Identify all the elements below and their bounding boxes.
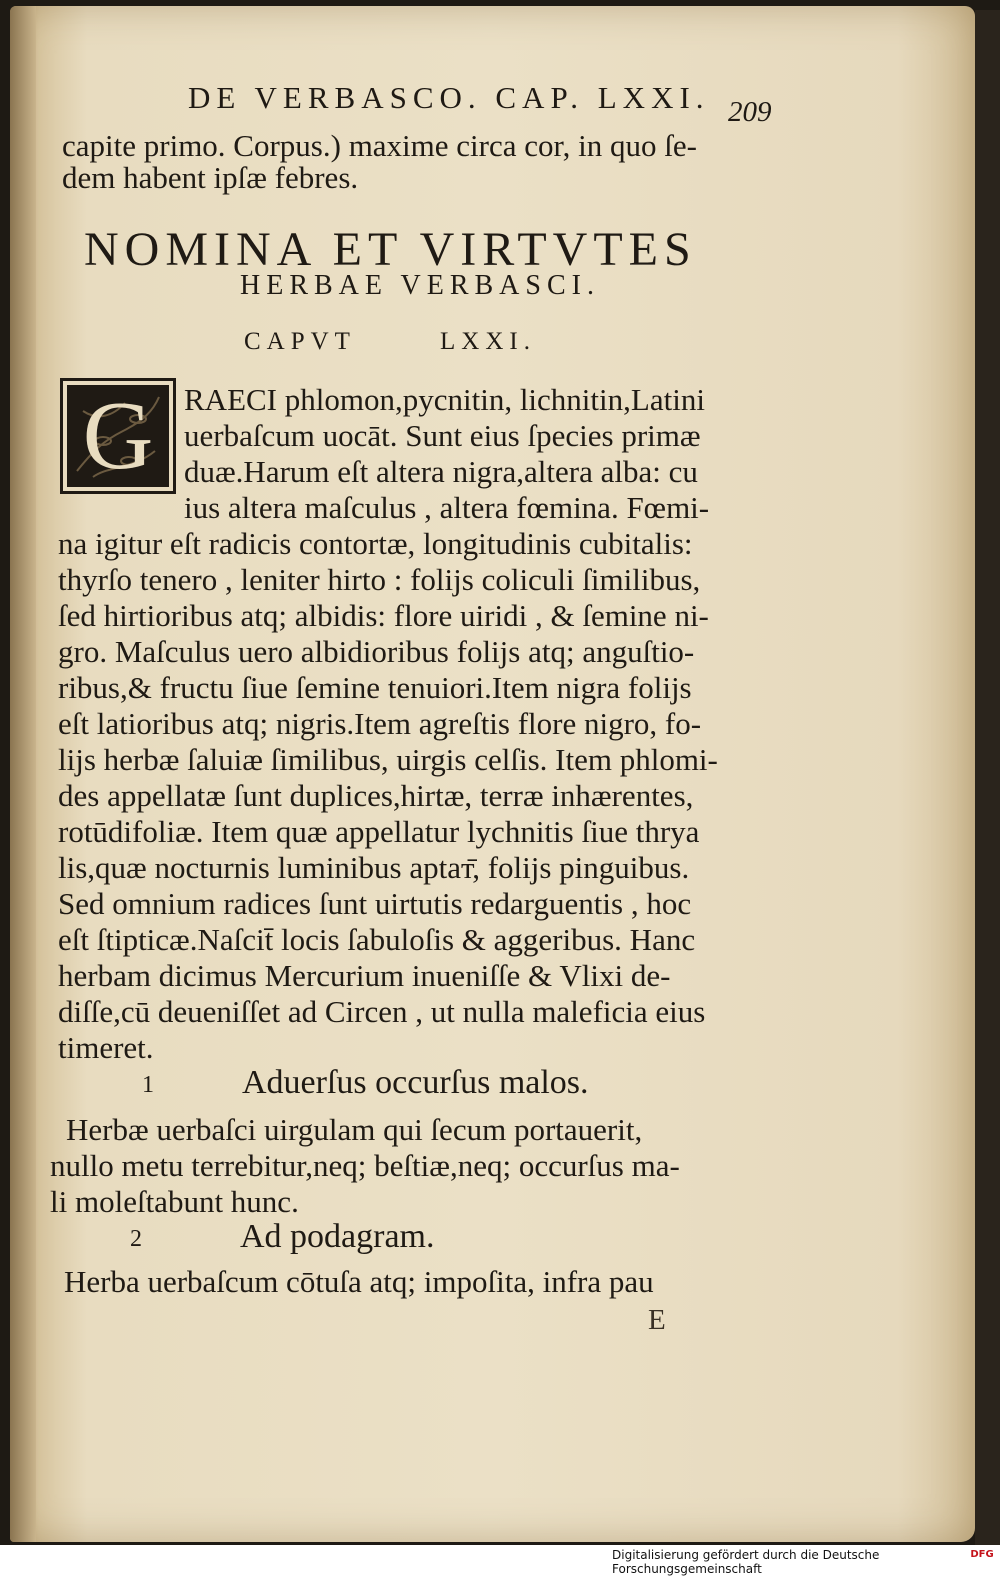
section-number: 1	[142, 1072, 154, 1098]
chapter-title: NOMINA ET VIRTVTES	[84, 223, 697, 276]
body-line: uerbaſcum uocāt. Sunt eius ſpecies primæ	[184, 418, 701, 453]
body-line: RAECI phlomon,pycnitin, lichnitin,Latini	[184, 382, 705, 417]
body-line: rotūdifoliæ. Item quæ appellatur lychnitis ſiue thrya	[58, 814, 700, 849]
running-head: DE VERBASCO. CAP. LXXI.	[188, 80, 710, 115]
body-line: eſt latioribus atq; nigris.Item agreſtis flore nigro, fo-	[58, 706, 702, 741]
color-ruler-strip	[975, 10, 1000, 1545]
digitization-footer	[0, 1545, 1000, 1576]
intro-line: dem habent ipſæ febres.	[62, 160, 359, 195]
intro-line: capite primo. Corpus.) maxime circa cor, in quo ſe-	[62, 128, 697, 163]
body-line: thyrſo tenero , leniter hirto : folijs coliculi ſimilibus,	[58, 562, 701, 597]
body-line: gro. Maſculus uero albidioribus folijs atq; anguſtio-	[58, 634, 695, 669]
section-number: 2	[130, 1226, 142, 1252]
section-heading: Aduerſus occurſus malos.	[242, 1064, 589, 1101]
body-line: herbam dicimus Mercurium inueniſſe & Vlixi de-	[58, 958, 671, 993]
folio-number: 209	[728, 96, 772, 128]
dfg-logo: DFG	[970, 1549, 994, 1560]
body-line: na igitur eſt radicis contortæ, longitudinis cubitalis:	[58, 526, 693, 561]
body-line: eſt ſtipticæ.Naſcit̄ locis ſabuloſis & aggeribus. Hanc	[58, 922, 696, 957]
body-line: diſſe,cū deueniſſet ad Circen , ut nulla maleficia eius	[58, 994, 706, 1029]
catchword: E	[648, 1304, 666, 1336]
section-line: Herba uerbaſcum cōtuſa atq; impoſita, infra pau	[64, 1264, 654, 1299]
body-line: lijs herbæ ſaluiæ ſimilibus, uirgis celſis. Item phlomi-	[58, 742, 718, 777]
body-line: des appellatæ ſunt duplices,hirtæ, terræ inhærentes,	[58, 778, 694, 813]
initial-letter: G	[82, 382, 154, 490]
body-line: Sed omnium radices ſunt uirtutis redarguentis , hoc	[58, 886, 692, 921]
body-line: ius altera maſculus , altera fœmina. Fœmi-	[184, 490, 710, 525]
body-line: ribus,& fructu ſiue ſemine tenuiori.Item nigra folijs	[58, 670, 692, 705]
body-line: timeret.	[58, 1030, 154, 1065]
footer-credit: Digitalisierung gefördert durch die Deutsche Forschungsgemeinschaft	[612, 1548, 880, 1576]
section-heading: Ad podagram.	[240, 1218, 435, 1255]
chapter-number: LXXI.	[440, 328, 536, 355]
body-line: lis,quæ nocturnis luminibus aptaт̄, folijs pinguibus.	[58, 850, 690, 885]
section-line: li moleſtabunt hunc.	[50, 1184, 299, 1219]
body-line: ſed hirtioribus atq; albidis: flore uiridi , & ſemine ni-	[58, 598, 709, 633]
body-line: duæ.Harum eſt altera nigra,altera alba: cu	[184, 454, 698, 489]
section-line: Herbæ uerbaſci uirgulam qui ſecum portauerit,	[66, 1112, 643, 1147]
section-line: nullo metu terrebitur,neq; beſtiæ,neq; occurſus ma-	[50, 1148, 680, 1183]
chapter-label: CAPVT	[244, 328, 356, 355]
decorated-initial	[60, 378, 176, 494]
chapter-subtitle: HERBAE VERBASCI.	[240, 270, 600, 301]
